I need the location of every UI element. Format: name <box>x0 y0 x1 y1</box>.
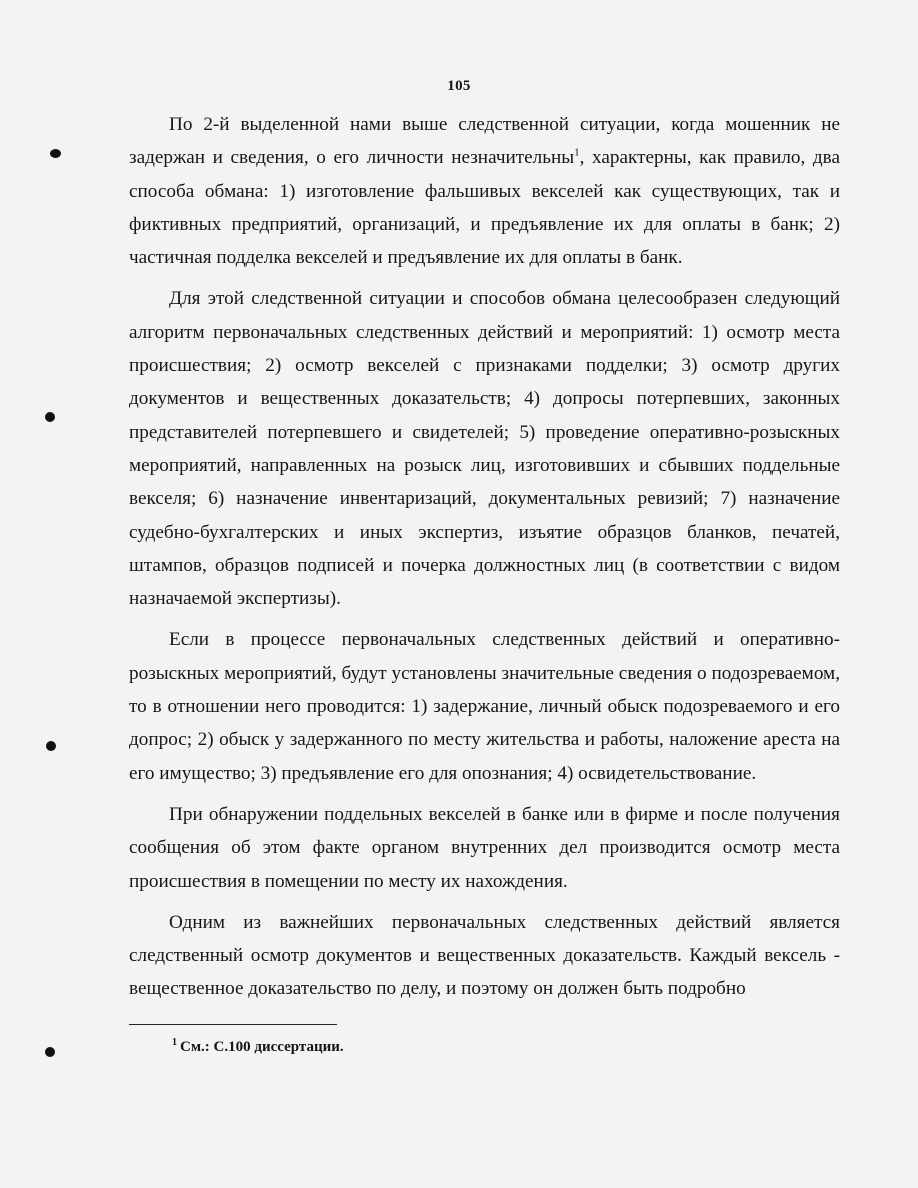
paragraph-1 <box>129 108 840 274</box>
page-number: 105 <box>447 78 471 94</box>
body-text <box>129 108 840 1014</box>
binding-hole-mark <box>45 1047 55 1057</box>
paragraph-4: При обнаружении поддельных векселей в банке или в фирме и после получения сообщения об этом факте органом внутренних дел производится осмотр места происшествия в помещении по месту их нахождения. <box>129 803 840 892</box>
paragraph-1-text-cont: , характерны, как правило, два способа обмана: 1) изготовление фальшивых векселей как существующих, так и фиктивных предприятий, организаций, и предъявление их для оплаты в банк; 2) частичная подделка векселей и предъявление их для оплаты в банк. <box>129 147 840 269</box>
paragraph-2: Для этой следственной ситуации и способов обмана целесообразен следующий алгоритм первоначальных следственных действий и мероприятий: 1) осмотр места происшествия; 2) осмотр векселей с признаками подделки; 3) осмотр других документов и вещественных доказательств; 4) допросы потерпевших, законных представителей потерпевшего и свидетелей; 5) проведение оперативно-розыскных мероприятий, направленных на розыск лиц, изготовивших и сбывших поддельные векселя; 6) назначение инвентаризаций, документальных ревизий; 7) назначение судебно-бухгалтерских и иных экспертиз, изъятие образцов бланков, печатей, штампов, образцов подписей и почерка должностных лиц (в соответствии с видом назначаемой экспертизы). <box>129 288 840 610</box>
paragraph-3: Если в процессе первоначальных следственных действий и оперативно-розыскных мероприятий, будут установлены значительные сведения о подозреваемом, то в отношении него проводится: 1) задержание, личный обыск подозреваемого и его допрос; 2) обыск у задержанного по месту жительства и работы, наложение ареста на его имущество; 3) предъявление его для опознания; 4) освидетельствование. <box>129 629 840 784</box>
paragraph-5: Одним из важнейших первоначальных следственных действий является следственный осмотр документов и вещественных доказательств. Каждый вексель - вещественное доказательство по делу, и поэтому он должен быть подробно <box>129 911 840 1000</box>
footnote-separator <box>129 1024 337 1025</box>
binding-hole-mark <box>46 741 56 751</box>
footnote <box>172 1037 344 1057</box>
paragraph-1-text: По 2-й выделенной нами выше следственной ситуации, когда мошенник не задержан и сведения, о его личности незначительны <box>129 114 840 169</box>
binding-hole-mark <box>45 412 55 422</box>
binding-hole-mark <box>50 149 61 158</box>
footnote-mark: 1 <box>172 1037 177 1048</box>
footnote-reference: 1 <box>574 146 580 159</box>
footnote-text: См.: С.100 диссертации. <box>180 1039 344 1055</box>
